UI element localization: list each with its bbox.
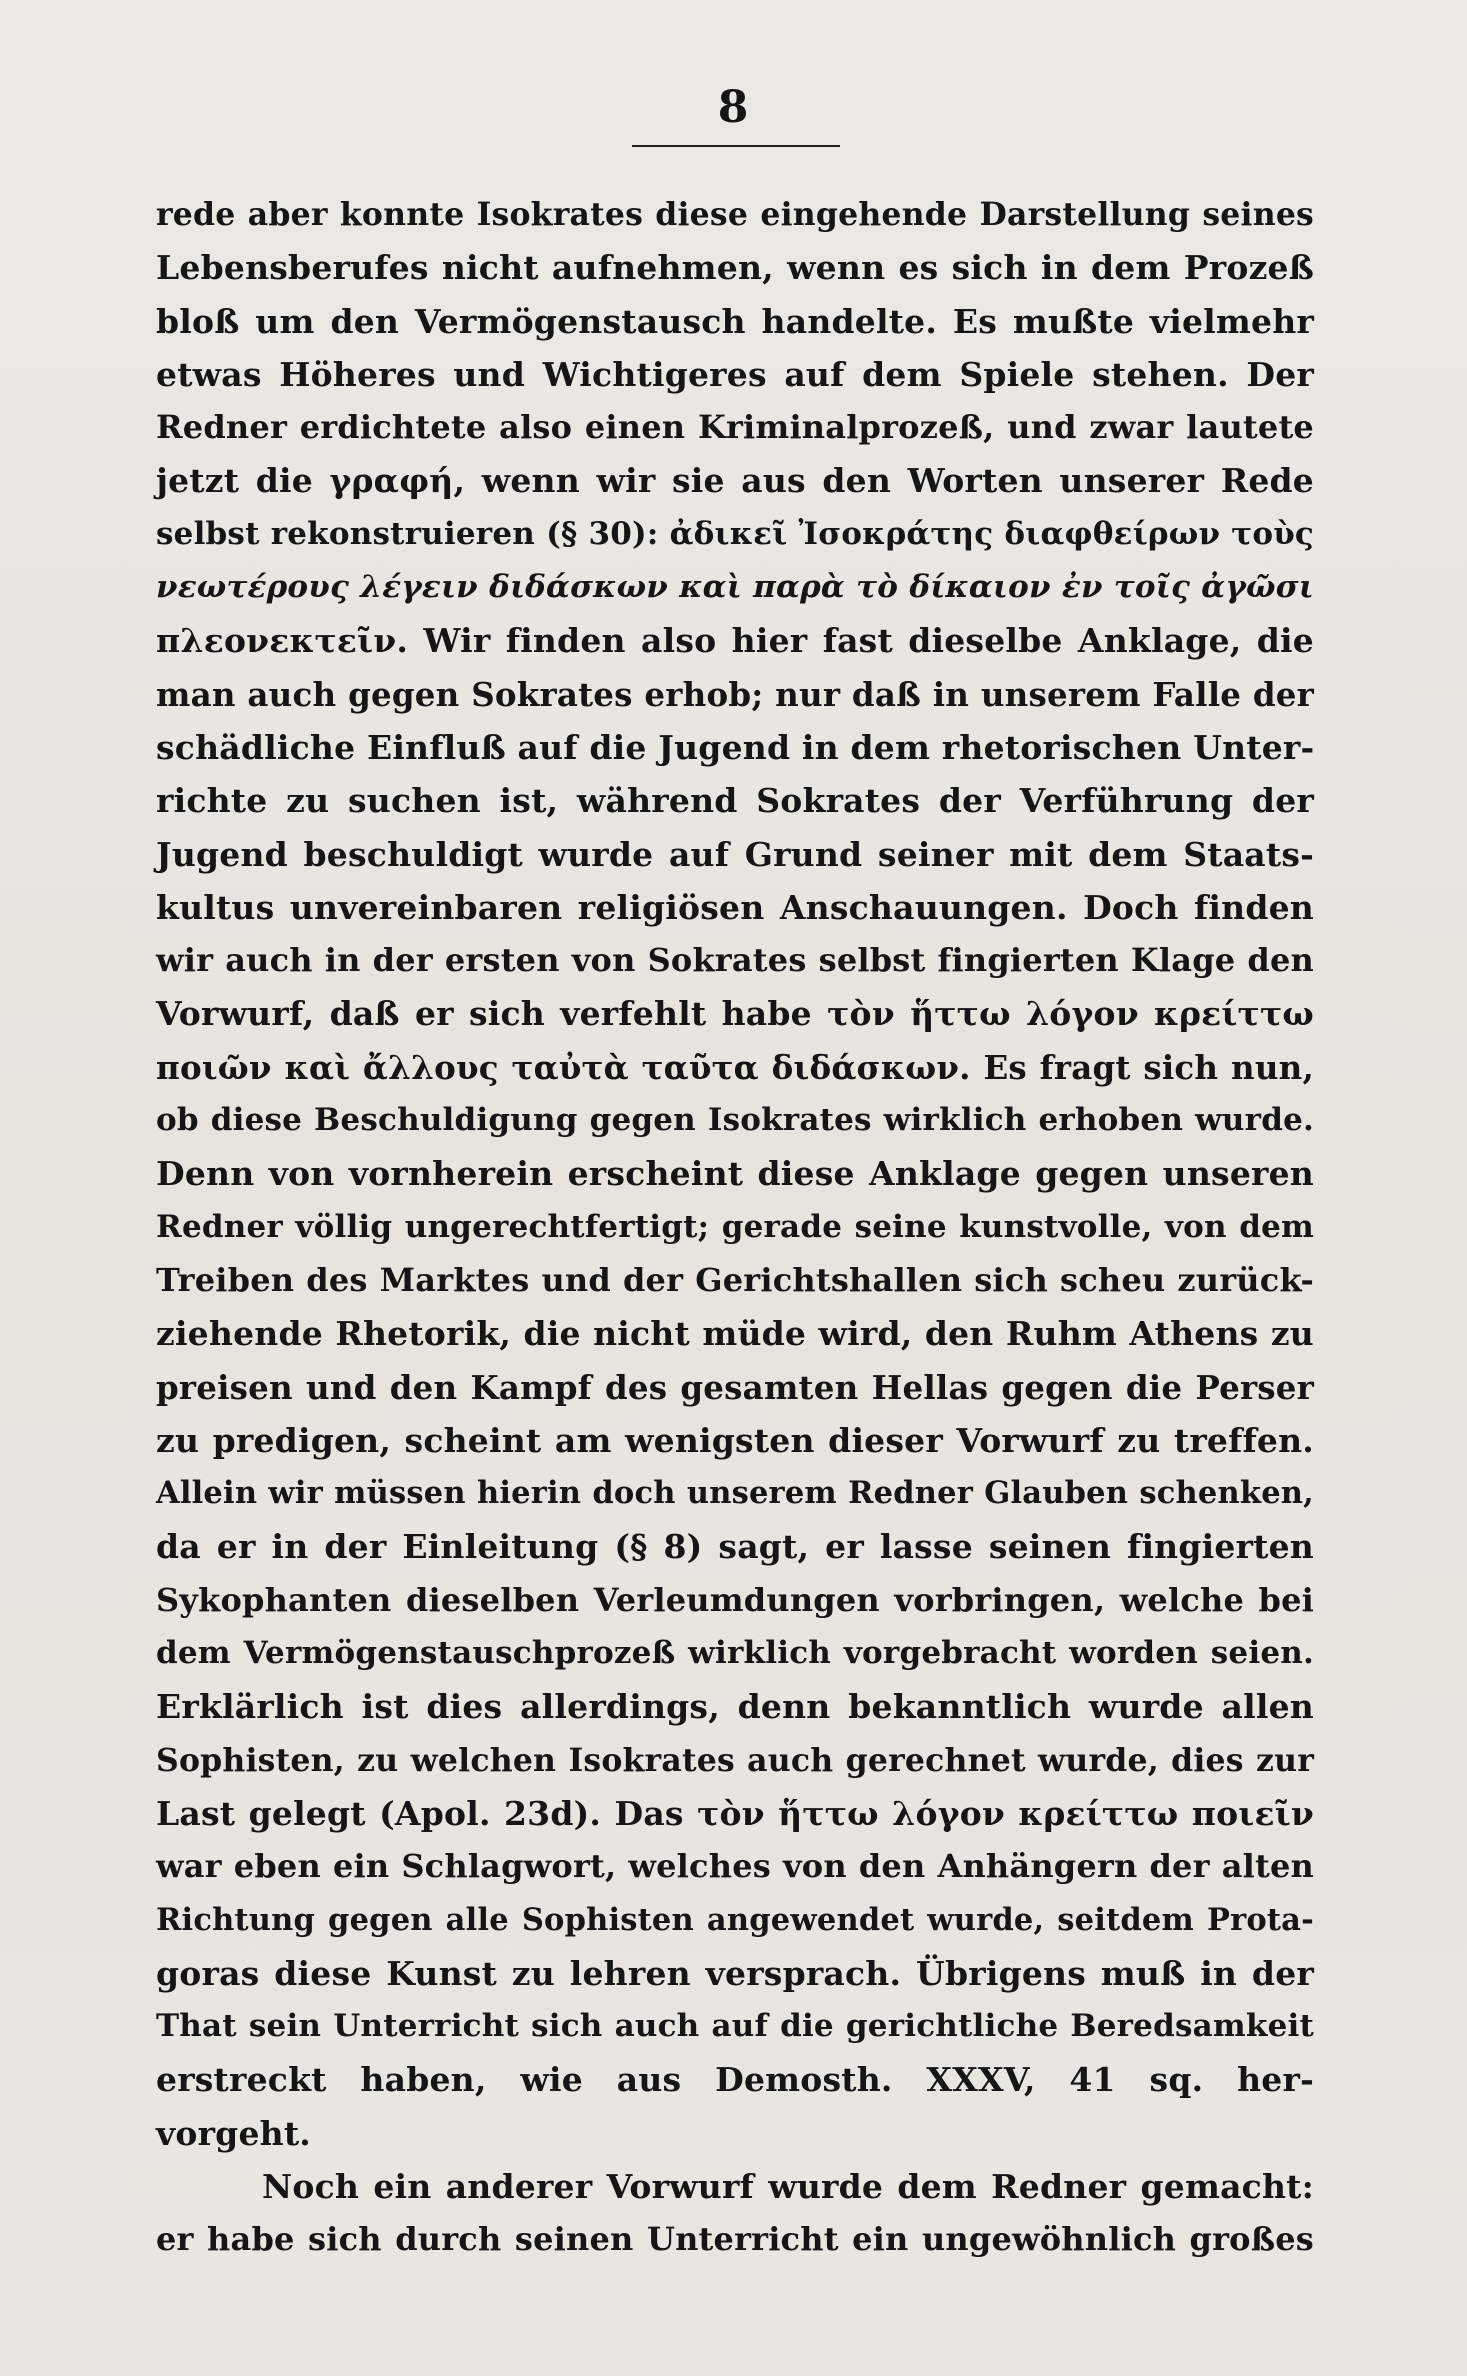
text-line-paragraph-start: Noch ein anderer Vorwurf wurde dem Redner gemacht: — [262, 2166, 1314, 2206]
text-line: bloß um den Vermögenstausch handelte. Es mußte vielmehr — [156, 301, 1314, 341]
text-line: Allein wir müssen hierin doch unserem Redner Glauben schenken, — [156, 1475, 1314, 1512]
text-line: ποιῶν καὶ ἄλλους ταὐτὰ ταῦτα διδάσκων. Es fragt sich nun, — [156, 1047, 1314, 1087]
text-line: ob diese Beschuldigung gegen Isokrates wirklich erhoben wurde. — [156, 1102, 1314, 1139]
text-line-greek: νεωτέρους λέγειν διδάσκων καὶ παρὰ τὸ δίκαιον ἐν τοῖς ἀγῶσι — [156, 569, 1314, 606]
text-line: dem Vermögenstauschprozeß wirklich vorgebracht worden seien. — [156, 1635, 1314, 1672]
text-line: Jugend beschuldigt wurde auf Grund seiner mit dem Staats- — [156, 834, 1314, 874]
text-line: Lebensberufes nicht aufnehmen, wenn es sich in dem Prozeß — [156, 248, 1314, 288]
text-line: jetzt die γραφή, wenn wir sie aus den Worten unserer Rede — [156, 461, 1314, 501]
text-line: Sophisten, zu welchen Isokrates auch gerechnet wurde, dies zur — [156, 1741, 1314, 1779]
text-line: er habe sich durch seinen Unterricht ein ungewöhnlich großes — [156, 2220, 1314, 2259]
text-line: goras diese Kunst zu lehren versprach. Übrigens muß in der — [156, 1953, 1314, 1993]
text-line: Redner völlig ungerechtfertigt; gerade seine kunstvolle, von dem — [156, 1208, 1314, 1245]
text-line: war eben ein Schlagwort, welches von den Anhängern der alten — [156, 1847, 1314, 1886]
text-line: That sein Unterricht sich auch auf die gerichtliche Beredsamkeit — [156, 2008, 1314, 2045]
text-line: Erklärlich ist dies allerdings, denn bekanntlich wurde allen — [156, 1687, 1314, 1727]
text-line: erstreckt haben, wie aus Demosth. XXXV, 41 sq. her- — [156, 2060, 1314, 2100]
text-line: Last gelegt (Apol. 23d). Das τὸν ἥττω λόγον κρείττω ποιεῖν — [156, 1793, 1314, 1833]
text-line: preisen und den Kampf des gesamten Hellas gegen die Perser — [156, 1367, 1314, 1407]
text-line: Richtung gegen alle Sophisten angewendet wurde, seitdem Prota- — [156, 1901, 1314, 1938]
header-rule — [632, 145, 840, 147]
text-line: wir auch in der ersten von Sokrates selbst fingierten Klage den — [156, 941, 1314, 980]
text-line: da er in der Einleitung (§ 8) sagt, er lasse seinen fingierten — [156, 1527, 1314, 1567]
text-line: vorgeht. — [156, 2113, 311, 2153]
text-line: rede aber konnte Isokrates diese eingehende Darstellung seines — [156, 196, 1314, 233]
text-line: Redner erdichtete also einen Kriminalprozeß, und zwar lautete — [156, 408, 1314, 447]
text-line: etwas Höheres und Wichtigeres auf dem Spiele stehen. Der — [156, 354, 1314, 394]
text-line: Treiben des Marktes und der Gerichtshallen sich scheu zurück- — [156, 1260, 1314, 1299]
text-line: ziehende Rhetorik, die nicht müde wird, den Ruhm Athens zu — [156, 1314, 1314, 1354]
text-line: selbst rekonstruieren (§ 30): ἀδικεῖ Ἰσοκράτης διαφθείρων τοὺς — [156, 515, 1314, 552]
text-line: kultus unvereinbaren religiösen Anschauungen. Doch finden — [156, 887, 1314, 927]
text-line: Sykophanten dieselben Verleumdungen vorbringen, welche bei — [156, 1580, 1314, 1619]
text-line: man auch gegen Sokrates erhob; nur daß in unserem Falle der — [156, 674, 1314, 714]
text-line: Vorwurf, daß er sich verfehlt habe τὸν ἥττω λόγον κρείττω — [156, 994, 1314, 1034]
text-line: πλεονεκτεῖν. Wir finden also hier fast dieselbe Anklage, die — [156, 621, 1314, 661]
text-line: richte zu suchen ist, während Sokrates der Verführung der — [156, 781, 1314, 821]
page-number: 8 — [717, 82, 750, 133]
body-text — [156, 188, 1314, 2267]
text-line: zu predigen, scheint am wenigsten dieser Vorwurf zu treffen. — [156, 1420, 1314, 1460]
text-line: Denn von vornherein erscheint diese Anklage gegen unseren — [156, 1154, 1314, 1194]
text-line: schädliche Einfluß auf die Jugend in dem rhetorischen Unter- — [156, 727, 1315, 767]
